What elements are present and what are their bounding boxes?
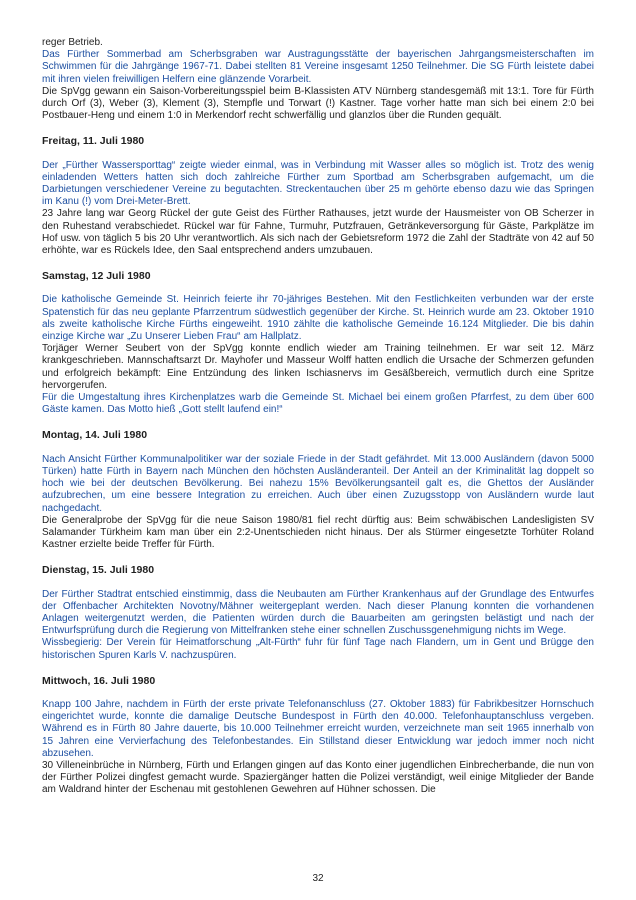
paragraph: 23 Jahre lang war Georg Rückel der gute Geist des Fürther Rathauses, jetzt wurde der Hausmeister von OB Scherzer in den Ruhestand verabschiedet. Rückel war für Fahne, Turmuhr, Putzfrauen, Getränkeversorgung für Gäste, Parkplätze im Hof usw. von täglich 5 bis 20 Uhr verantwortlich. Als sich nach der Gebietsreform 1972 die Zahl der Stadträte von 42 auf 50 erhöhte, war es Rückels Idee, den Saal entsprechend anders umzubauen. <box>42 208 594 257</box>
date-heading-samstag-12-juli-1980: Samstag, 12 Juli 1980 <box>42 270 151 283</box>
paragraph: Torjäger Werner Seubert von der SpVgg konnte endlich wieder am Training teilnehmen. Er war seit 12. März krankgeschrieben. Mannschaftsarzt Dr. Mayhofer und Masseur Wolff hatten endlich die Ursache der Schmerzen gefunden und erfolgreich bekämpft: Eine Entzündung des linken Ischiasnervs im Gesäßbereich, vermutlich durch eine Spritze hervorgerufen. <box>42 343 594 391</box>
paragraph: reger Betrieb. <box>42 37 103 48</box>
paragraph: Für die Umgestaltung ihres Kirchenplatzes warb die Gemeinde St. Michael bei einem großen Pfarrfest, zu dem über 600 Gäste kamen. Das Motto hieß „Gott stellt laufend ein!“ <box>42 392 594 416</box>
paragraph: Die SpVgg gewann ein Saison-Vorbereitungsspiel beim B-Klassisten ATV Nürnberg standesgemäß mit 13:1. Tore für Fürth durch Orf (3), Weber (3), Klement (3), Stempfle und Torwart (!) Kastner. Tage vorher hatte man sich bei einem 2:0 bei Postbauer-Heng und einem 1:0 in Merkendorf recht schwerfällig und glanzlos über die Runden gequält. <box>42 85 594 122</box>
paragraph: Der „Fürther Wassersporttag“ zeigte wieder einmal, was in Verbindung mit Wasser alles so möglich ist. Trotz des wenig einladenden Wetters hatten sich doch zahlreiche Fürther zum Sportbad am Scherbsgraben aufgemacht, um die Darbietungen verschiedener Vereine zu begutachten. Streckentauchen über 25 m gehörte ebenso dazu wie das Springen im Kanu (!) vom Drei-Meter-Brett. <box>42 159 594 208</box>
paragraph: 30 Villeneinbrüche in Nürnberg, Fürth und Erlangen gingen auf das Konto einer jugendlichen Einbrecherbande, die nun von der Fürther Polizei dingfest gemacht wurde. Spaziergänger hatten die Polizei verständigt, weil einige Mitglieder der Bande am Waldrand hinter der Eschenau mit gestohlenen Gewehren auf Hühner schossen. Die <box>42 759 594 796</box>
paragraph: Das Fürther Sommerbad am Scherbsgraben war Austragungsstätte der bayerischen Jahrgangsmeisterschaften im Schwimmen für die Jahrgänge 1967-71. Dabei stellten 81 Vereine insgesamt 1250 Teilnehmer. Die SG Fürth leistete dabei mit ihren vielen freiwilligen Helfern eine glänzende Vorarbeit. <box>42 49 594 85</box>
paragraph: Knapp 100 Jahre, nachdem in Fürth der erste private Telefonanschluss (27. Oktober 1883) für Fabrikbesitzer Hornschuch eingerichtet wurde, konnte die damalige Deutsche Bundespost in Fürth den 40.000. Telefonhauptanschluss vergeben. Während es in Fürth 80 Jahre dauerte, bis 10.000 Teilnehmer erreicht wurden, verzeichnete man seit 1965 innerhalb von 15 Jahren eine Vervierfachung des Telefonbestandes. Ein Stillstand dieser Entwicklung war jedoch immer noch nicht abzusehen. <box>42 698 594 759</box>
paragraph: Der Fürther Stadtrat entschied einstimmig, dass die Neubauten am Fürther Krankenhaus auf der Grundlage des Entwurfes der Offenbacher Architekten Novotny/Mähner weitergeplant werden. Nach dieser Planung konnten die vorhandenen Anlagen weitergenutzt werden, die Patienten würden durch die Bauarbeiten am geringsten belästigt und nach der Entwurfsprüfung durch die Regierung von Mittelfranken stehe einer schnellen Zuschussgenehmigung nichts im Wege. <box>42 588 594 637</box>
paragraph: Die katholische Gemeinde St. Heinrich feierte ihr 70-jähriges Bestehen. Mit den Festlichkeiten verbunden war der erste Spatenstich für das neu geplante Pfarrzentrum südwestlich gegenüber der Kirche. St. Heinrich wurde am 23. Oktober 1910 als zweite katholische Kirche Fürths eingeweiht. 1910 zählte die katholische Gemeinde 16.124 Mitglieder. Die bis dahin einzige Kirche war „Zu Unserer Lieben Frau“ am Hallplatz. <box>42 294 594 343</box>
paragraph: Nach Ansicht Fürther Kommunalpolitiker war der soziale Friede in der Stadt gefährdet. Mit 13.000 Ausländern (davon 5000 Türken) hatte Fürth in Bayern nach München den höchsten Ausländeranteil. Der Anteil an der Kriminalität lag doppelt so hoch wie bei der deutschen Bevölkerung. Bei nahezu 15% Bevölkerungsanteil galt es, die Ghettos der Ausländer aufzubrechen, um eine bessere Integration zu erreichen. Auch über einen Zuzugsstopp von Ausländern wurde laut nachgedacht. <box>42 453 594 514</box>
date-heading-dienstag-15-juli-1980: Dienstag, 15. Juli 1980 <box>42 564 155 577</box>
date-heading-freitag-11-juli-1980: Freitag, 11. Juli 1980 <box>42 135 145 148</box>
page-number: 32 <box>312 873 324 884</box>
paragraph: Die Generalprobe der SpVgg für die neue Saison 1980/81 fiel recht dürftig aus: Beim schwäbischen Landesligisten SV Salamander Türkheim kam man über ein 2:2-Unentschieden nicht hinaus. Der als Stürmer eingesetzte Torhüter Roland Kastner erzielte beide Treffer für Fürth. <box>42 514 594 551</box>
date-heading-mittwoch-16-juli-1980: Mittwoch, 16. Juli 1980 <box>42 674 156 687</box>
date-heading-montag-14-juli-1980: Montag, 14. Juli 1980 <box>42 429 148 442</box>
page-content <box>42 37 594 797</box>
paragraph: Wissbegierig: Der Verein für Heimatforschung „Alt-Fürth“ fuhr für fünf Tage nach Flandern, um in Gent und Brügge den historischen Spuren Karls V. nachzuspüren. <box>42 637 594 661</box>
